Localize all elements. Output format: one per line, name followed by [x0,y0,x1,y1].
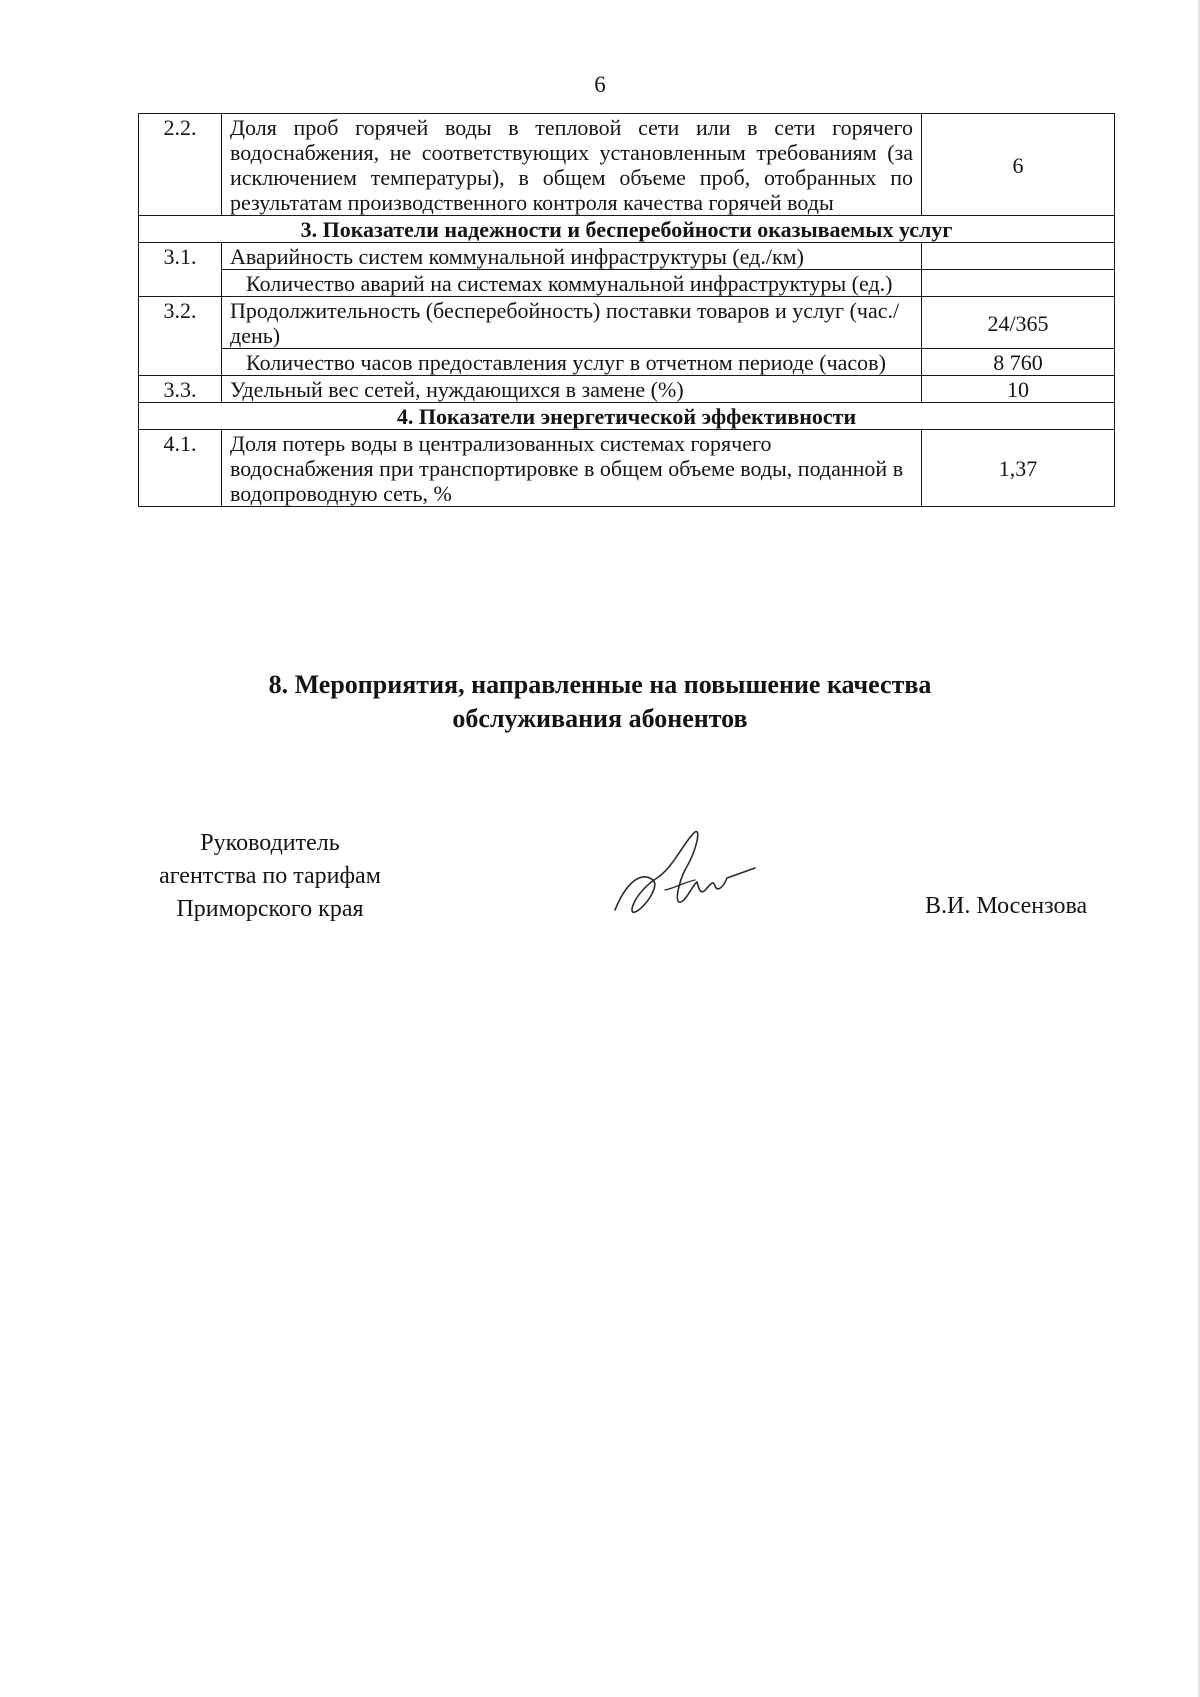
indicator-name: Доля проб горячей воды в тепловой сети или в сети горячего водоснабжения, не соответствующих установленным требованиям (за исключением температуры), в общем объеме проб, отобранных по результатам производственного контроля качества горячей воды [222,114,922,216]
table-row [139,376,1115,403]
indicator-name: Аварийность систем коммунальной инфраструктуры (ед./км) [222,243,922,270]
signatory-position-line: Руководитель [200,830,340,856]
indicators-table [138,113,1115,507]
handwritten-signature [605,830,765,920]
section-heading [0,668,1200,736]
signatory-position-line: Приморского края [176,896,364,922]
row-number: 2.2. [139,114,222,216]
indicator-name: Доля потерь воды в централизованных системах горячего водоснабжения при транспортировке в общем объеме воды, поданной в водопроводную сеть, % [222,430,922,507]
indicator-value: 1,37 [922,430,1115,507]
row-number: 4.1. [139,430,222,507]
indicator-name: Количество часов предоставления услуг в отчетном периоде (часов) [222,349,922,376]
indicator-value: 24/365 [922,297,1115,349]
indicator-name: Количество аварий на системах коммунальной инфраструктуры (ед.) [222,270,922,297]
section-heading-line: обслуживания абонентов [452,704,748,733]
row-number: 3.3. [139,376,222,403]
indicator-value: 8 760 [922,349,1115,376]
indicator-name: Продолжительность (бесперебойность) поставки товаров и услуг (час./день) [222,297,922,349]
indicator-value: 6 [922,114,1115,216]
section-heading-line: 8. Мероприятия, направленные на повышение качества [268,670,932,699]
section-row [139,216,1115,243]
section-title: 3. Показатели надежности и бесперебойности оказываемых услуг [139,216,1115,243]
table-row [139,430,1115,507]
table-subrow [139,349,1115,376]
row-number: 3.2. [139,297,222,376]
page-number: 6 [594,72,606,97]
indicator-value [922,243,1115,270]
signatory-position [130,827,410,926]
section-row [139,403,1115,430]
signatory-name: В.И. Мосензова [925,893,1088,919]
table-row [139,114,1115,216]
indicator-name: Удельный вес сетей, нуждающихся в замене (%) [222,376,922,403]
signatory-position-line: агентства по тарифам [159,863,381,889]
table-row [139,243,1115,270]
section-title: 4. Показатели энергетической эффективности [139,403,1115,430]
indicator-value: 10 [922,376,1115,403]
table-row [139,297,1115,349]
row-number: 3.1. [139,243,222,297]
indicator-value [922,270,1115,297]
table-subrow [139,270,1115,297]
